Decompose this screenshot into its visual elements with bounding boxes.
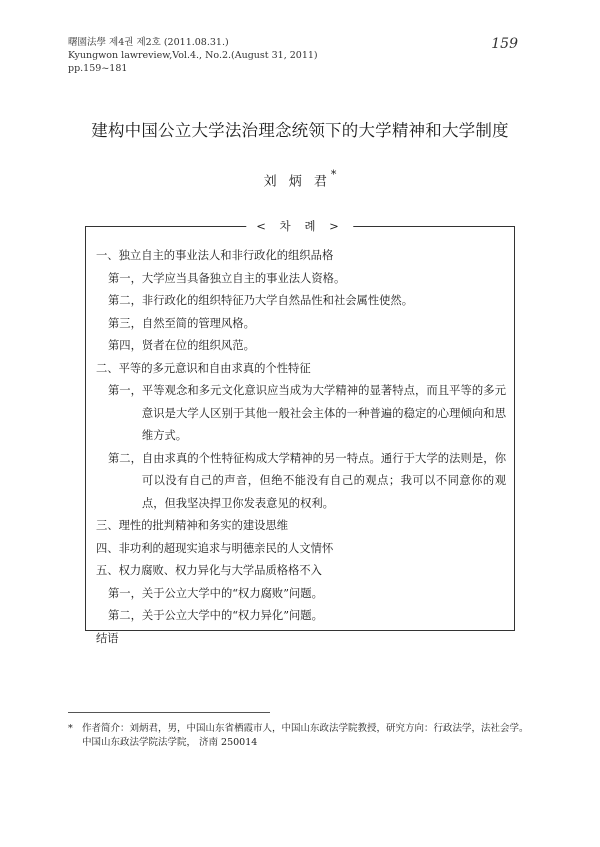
paper-title: 建构中国公立大学法治理念统领下的大学精神和大学制度 (91, 121, 509, 140)
toc-item (96, 380, 506, 448)
toc-item: 五、权力腐败、权力异化与大学品质格格不入 (96, 564, 322, 577)
toc-item: 三、理性的批判精神和务实的建设思维 (96, 519, 289, 532)
author-line (0, 170, 600, 189)
toc-item: 第一，关于公立大学中的“权力腐败”问题。 (108, 586, 323, 600)
toc-item: 第二，非行政化的组织特征乃大学自然品性和社会属性使然。 (108, 294, 414, 307)
toc-item: 第一，大学应当具备独立自主的事业法人资格。 (108, 271, 346, 285)
page-number: 159 (491, 36, 518, 52)
toc-item: 结语 (96, 631, 119, 645)
toc-item-lead: 第二， (108, 451, 142, 465)
toc-item: 二、平等的多元意识和自由求真的个性特征 (96, 361, 311, 375)
toc-item-text: 平等观念和多元文化意识应当成为大学精神的显著特点，而且平等的多元意识是大学人区别于其他一般社会主体的一种普遍的稳定的心理倾向和思维方式。 (141, 384, 506, 442)
toc-label: < 차 례 > (246, 218, 353, 234)
toc-item: 四、非功利的超现实追求与明德亲民的人文情怀 (96, 541, 334, 555)
toc-item: 第三，自然至简的管理风格。 (108, 316, 255, 330)
toc-item-text: 自由求真的个性特征构成大学精神的另一特点。通行于大学的法则是，你可以没有自己的声音，但绝不能没有自己的观点；我可以不同意你的观点，但我坚决捍卫你发表意见的权利。 (141, 451, 506, 510)
toc-item: 第四，贤者在位的组织风范。 (108, 339, 255, 352)
footnote-line-1: 作者简介：刘炳君，男，中国山东省栖霞市人，中国山东政法学院教授，研究方向：行政法学，法社会学。 (82, 723, 529, 734)
toc-list (96, 245, 506, 650)
table-of-contents (85, 219, 515, 645)
journal-korean-line: 曙園法學 제4권 제2호 (2011.08.31.) (68, 37, 229, 48)
footnote (68, 722, 538, 750)
author-footnote-mark: * (330, 168, 337, 181)
page-range: pp.159~181 (68, 63, 128, 74)
journal-header (68, 36, 318, 75)
footnote-mark: * (68, 723, 73, 734)
author-name: 刘 炳 君 (263, 174, 331, 190)
journal-english-line: Kyungwon lawreview,Vol.4., No.2.(August 31, 2011) (68, 50, 318, 61)
toc-item: 一、独立自主的事业法人和非行政化的组织品格 (96, 249, 334, 262)
toc-item: 第二，关于公立大学中的“权力异化”问题。 (108, 609, 323, 622)
toc-item-lead: 第一， (108, 384, 142, 397)
footnote-rule (68, 712, 270, 713)
toc-item (96, 448, 506, 516)
footnote-line-2: 中国山东政法学院法学院， 济南 250014 (82, 737, 258, 748)
